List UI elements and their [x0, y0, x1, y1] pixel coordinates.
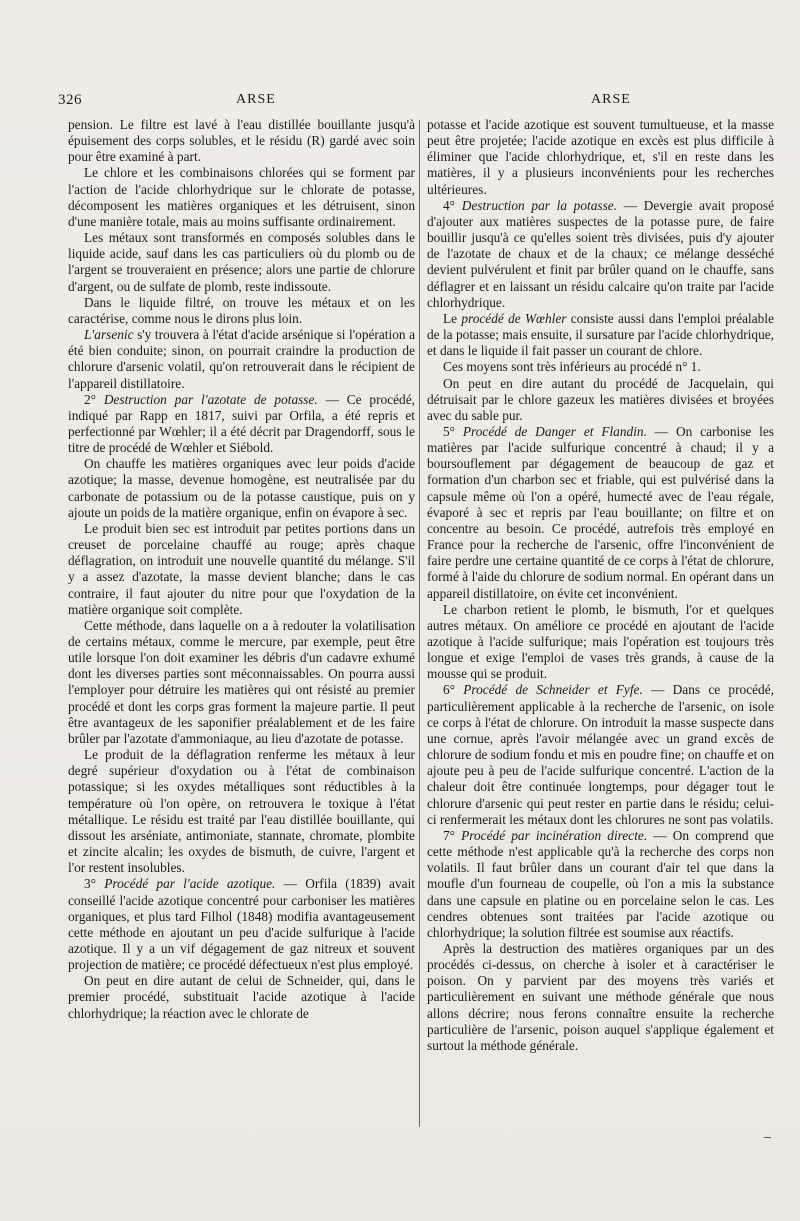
section-title: Procédé de Danger et Flandin. — [462, 423, 647, 439]
paragraph: On peut en dire autant du procédé de Jacquelain, qui détruisait par le chlore gazeux les matières divisées et broyées avec du sable pur. — [427, 375, 774, 423]
column-divider — [419, 120, 420, 1127]
paragraph: Les métaux sont transformés en composés solubles dans le liquide acide, sauf dans les cas particuliers où du plomb ou de l'argent se trouveraient en présence; alors une partie de chlorure d'argent, ou de sulfate de plomb, reste indissoute. — [68, 230, 415, 294]
section-number: 6° — [443, 682, 464, 698]
section-number: 4° — [443, 197, 462, 213]
right-column — [427, 117, 774, 1054]
paragraph: pension. Le filtre est lavé à l'eau distillée bouillante jusqu'à épuisement des corps solubles, et le résidu (R) gardé avec soin pour être examiné à part. — [68, 117, 415, 165]
paragraph — [427, 311, 774, 359]
section-number: 3° — [84, 876, 105, 892]
running-head-right: ARSE — [591, 92, 631, 107]
paragraph — [427, 682, 774, 827]
paragraph: On peut en dire autant de celui de Schneider, qui, dans le premier procédé, substituait l'acide azotique à l'acide chlorhydrique; la réaction avec le chlorate de — [68, 973, 415, 1021]
section-title: Procédé par incinération directe. — [461, 827, 648, 843]
paragraph: Le produit de la déflagration renferme les métaux à leur degré supérieur d'oxydation ou à l'état de combinaison potassique; si les oxydes métalliques sont réductibles à la température où l'on opère, on retrouvera le toxique à l'état métallique. Le résidu est traité par l'eau distillée bouillante, qui dissout les arséniate, antimoniate, stannate, chromate, plombite et zincite alcalin; les oxydes de bismuth, de cuivre, l'argent et l'or restent insolubles. — [68, 747, 415, 876]
section-title: Destruction par l'azotate de potasse. — [103, 391, 318, 407]
paragraph — [427, 828, 774, 941]
paragraph-text: — Orfila (1839) avait conseillé l'acide azotique concentré pour carboniser les matières organiques, et plus tard Filhol (1848) modifia avantageusement cette méthode en ajoutant un peu d'acide sulfurique à l'acide azotique. Il y a un vif dégagement de gaz nitreux et souvent projection de matière; ce procédé défectueux n'est plus employé. — [68, 876, 415, 973]
paragraph: Dans le liquide filtré, on trouve les métaux et on les caractérise, comme nous le dirons plus loin. — [68, 294, 415, 326]
section-title: procédé de Wœhler — [461, 310, 567, 326]
paragraph-text: — On carbonise les matières par l'acide sulfurique concentré à chaud; il y a boursouflement par dégagement de beaucoup de gaz et formation d'un charbon sec et friable, qui est pulvérisé dans la capsule même où l'on a opéré, humecté avec de l'eau régale, évaporé à sec et repris par l'eau bouillante; on filtre et on concentre au besoin. Ce procédé, autrefois très employé en France pour la recherche de l'arsenic, offre l'inconvénient de faire perdre une certaine quantité de ce corps à l'état de chlorure, formé à l'aide du chlorure de sodium normal. En opérant dans un appareil distillatoire, on évite cet inconvénient. — [427, 423, 774, 601]
paragraph-text: s'y trouvera à l'état d'acide arsénique si l'opération a été bien conduite; sinon, on pourrait craindre la production de chlorure d'arsenic volatil, qu'on retrouverait dans le récipient de l'appareil distillatoire. — [68, 327, 415, 391]
paragraph: Le chlore et les combinaisons chlorées qui se forment par l'action de l'acide chlorhydrique sur le chlorate de potasse, décomposent les matières organiques et les détruisent, sinon d'une manière totale, mais au moins suffisante ordinairement. — [68, 165, 415, 229]
paragraph — [68, 327, 415, 392]
paragraph: Ces moyens sont très inférieurs au procédé n° 1. — [443, 359, 701, 375]
term-arsenic: L'arsenic — [84, 327, 134, 343]
paragraph: potasse et l'acide azotique est souvent tumultueuse, et la masse peut être projetée; l'acide azotique en excès est plus difficile à éliminer que l'acide chlorhydrique, et, s'il en reste dans les matières, il y a plusieurs inconvénients pour les recherches ultérieures. — [427, 117, 774, 197]
page-number: 326 — [58, 92, 82, 108]
paragraph-text: Le — [443, 310, 462, 326]
paragraph: On chauffe les matières organiques avec leur poids d'acide azotique; la masse, devenue homogène, est neutralisée par du carbonate de potassium ou de la potasse caustique, puis on y ajoute un poids de la matière organique, enfin on évapore à sec. — [68, 456, 415, 520]
paragraph: Le produit bien sec est introduit par petites portions dans un creuset de porcelaine chauffé au rouge; après chaque déflagration, on introduit une nouvelle quantité du mélange. S'il y a assez d'azotate, la masse devient blanche; dans le cas contraire, il faut ajouter du nitre pour que l'oxydation de la matière organique soit complète. — [68, 520, 415, 617]
paragraph — [427, 198, 774, 311]
paragraph: Cette méthode, dans laquelle on a à redouter la volatilisation de certains métaux, comme le mercure, par exemple, peut être utile lorsque l'on doit examiner les débris d'un cadavre exhumé dont les diverses parties sont méconnaissables. On pourra aussi l'employer pour détruire les matières qui ont résisté au premier procédé et dont les corps gras forment la majeure partie. Il peut être avantageux de les saponifier préalablement et de les faire brûler par l'azotate d'ammoniaque, au lieu d'azotate de potasse. — [68, 617, 415, 746]
section-number: 2° — [84, 391, 104, 407]
paragraph — [68, 876, 415, 973]
margin-mark — [764, 1137, 771, 1138]
paragraph: Après la destruction des matières organiques par un des procédés ci-dessus, on cherche à isoler et à caractériser le poison. On y parvient par des moyens très variés et particulièrement en suivant une méthode générale que nous allons décrire; nous ferons connaître ensuite la recherche particulière de l'arsenic, poison auquel s'applique également et surtout la méthode générale. — [427, 940, 774, 1053]
section-number: 7° — [443, 827, 462, 843]
paragraph — [427, 424, 774, 602]
paragraph-text: consiste aussi dans l'emploi préalable de la potasse; mais ensuite, il sursature par l'acide chlorhydrique, et dans le liquide il fait passer un courant de chlore. — [427, 310, 774, 359]
section-title: Procédé par l'acide azotique. — [104, 876, 276, 892]
section-number: 5° — [443, 423, 463, 439]
paragraph-text: — Devergie avait proposé d'ajouter aux matières suspectes de la potasse pure, de faire bouillir jusqu'à ce qu'elles soient très divisées, puis d'y ajouter de l'azotate de chaux et de la chaux; ce mélange desséché devient pulvérulent et finit par brûler quand on le chauffe, sans déflagrer et en laissant un résidu calcaire qu'on traite par l'acide chlorhydrique. — [427, 197, 774, 310]
paragraph — [68, 392, 415, 457]
section-title: Destruction par la potasse. — [461, 197, 618, 213]
paragraph-text: — Ce procédé, indiqué par Rapp en 1817, suivi par Orfila, a été repris et perfectionné par Wœhler; il a été décrit par Dragendorff, sous le titre de procédé de Wœhler et Siébold. — [68, 391, 415, 456]
paragraph-text: — Dans ce procédé, particulièrement applicable à la recherche de l'arsenic, on isole ce corps à l'état de chlorure. On introduit la masse suspecte dans une cornue, après l'avoir mélangée avec un grand excès de chlorure de sodium fondu et mis en poudre fine; on chauffe et on ajoute peu à peu de l'acide sulfurique concentré. L'action de la chaleur doit être continuée longtemps, pour dégager tout le chlorure d'arsenic qui peut rester en partie dans le résidu; celui-ci renfermerait les métaux dont les chlorures ne sont pas volatils. — [427, 682, 774, 827]
section-title: Procédé de Schneider et Fyfe. — [463, 682, 643, 698]
paragraph-text: — On comprend que cette méthode n'est applicable qu'à la recherche des corps non volatils. Il faut brûler dans un courant d'air tel que dans la moufle d'un fourneau de coupelle, où l'on a mis la substance dans une capsule en platine ou en porcelaine selon le cas. Les cendres obtenues sont traitées par l'acide azotique ou chlorhydrique; la solution filtrée est soumise aux réactifs. — [427, 827, 774, 940]
left-column — [68, 117, 415, 1022]
paragraph: Le charbon retient le plomb, le bismuth, l'or et quelques autres métaux. On améliore ce procédé en ajoutant de l'acide azotique à l'acide sulfurique; mais l'opération est toujours très longue et exige l'emploi de vases très grands, à cause de la mousse qui se produit. — [427, 601, 774, 682]
running-head-left: ARSE — [236, 92, 276, 107]
